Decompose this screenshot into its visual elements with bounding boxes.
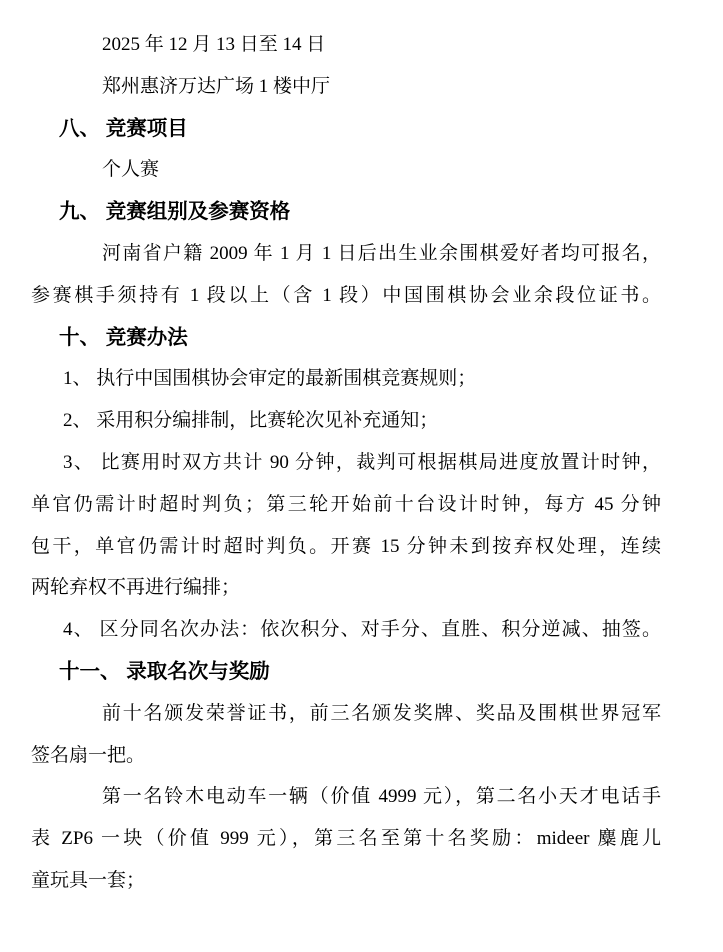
section-heading-11: 十一、 录取名次与奖励 [59,659,270,683]
section-heading-10: 十、 竞赛办法 [59,325,188,349]
paragraph-line: 河南省户籍 2009 年 1 月 1 日后出生业余围棋爱好者均可报名， [102,242,661,264]
paragraph-line: 单官仍需计时超时判负；第三轮开始前十台设计时钟，每方 45 分钟 [31,493,661,515]
paragraph-line: 包干，单官仍需计时超时判负。开赛 15 分钟未到按弃权处理，连续 [31,535,661,557]
paragraph-line: 前十名颁发荣誉证书，前三名颁发奖牌、奖品及围棋世界冠军 [102,702,661,724]
section-heading-8: 八、 竞赛项目 [59,116,188,140]
event-venue: 郑州惠济万达广场 1 楼中厅 [102,75,331,97]
paragraph-line: 第一名铃木电动车一辆（价值 4999 元），第二名小天才电话手 [102,786,661,808]
list-item-line: 3、 比赛用时双方共计 90 分钟，裁判可根据棋局进度放置计时钟， [63,451,661,473]
paragraph-line: 童玩具一套； [31,869,146,891]
paragraph-line: 表 ZP6 一块（价值 999 元），第三名至第十名奖励：mideer 麋鹿儿 [31,828,661,850]
paragraph-line: 参赛棋手须持有 1 段以上（含 1 段）中国围棋协会业余段位证书。 [31,284,661,306]
list-item-line: 2、 采用积分编排制，比赛轮次见补充通知； [63,410,439,432]
list-item-line: 4、 区分同名次办法：依次积分、对手分、直胜、积分逆减、抽签。 [63,619,661,641]
paragraph-line: 签名扇一把。 [31,744,146,766]
paragraph-line: 个人赛 [102,159,160,181]
event-date: 2025 年 12 月 13 日至 14 日 [102,34,326,55]
paragraph-line: 两轮弃权不再进行编排； [31,577,241,599]
section-heading-9: 九、 竞赛组别及参赛资格 [59,200,291,224]
list-item-line: 1、 执行中国围棋协会审定的最新围棋竞赛规则； [63,368,477,390]
